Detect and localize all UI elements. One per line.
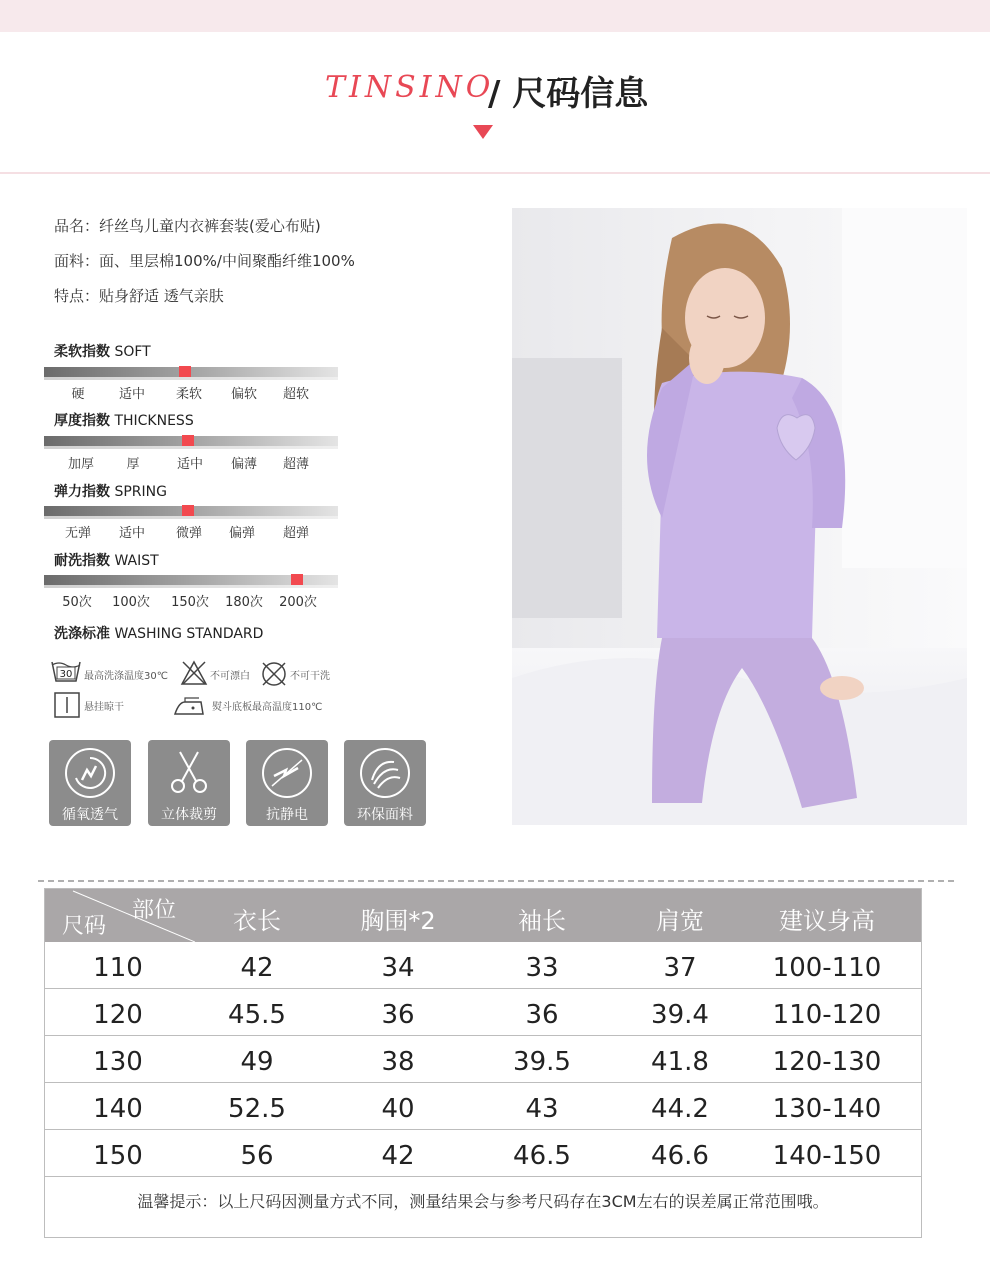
table-cell: 36 xyxy=(525,1000,559,1030)
no-bleach-icon xyxy=(180,660,208,686)
level-label: 100次 xyxy=(112,595,150,610)
table-cell: 120 xyxy=(93,1000,143,1030)
table-row xyxy=(45,942,921,989)
info-name: 品名：纤丝鸟儿童内衣裤套装(爱心布贴) xyxy=(54,217,321,235)
column-header: 肩宽 xyxy=(656,907,704,935)
table-cell: 42 xyxy=(240,953,274,983)
level-label: 硬 xyxy=(71,387,85,402)
table-cell: 36 xyxy=(381,1000,415,1030)
table-cell: 41.8 xyxy=(651,1047,709,1077)
column-header: 胸围*2 xyxy=(360,907,436,935)
feature-eco-fabric xyxy=(344,740,426,826)
wash-index-title-en: WAIST xyxy=(114,553,159,569)
washing-title-cn: 洗涤标准 xyxy=(54,626,110,642)
table-cell: 40 xyxy=(381,1094,415,1124)
soft-index-title xyxy=(54,341,151,361)
care-label-bleach: 不可漂白 xyxy=(210,671,250,682)
wash-temp-text: 30 xyxy=(59,669,73,680)
spring-index-title-en: SPRING xyxy=(114,484,167,500)
level-label: 无弹 xyxy=(64,526,92,541)
spring-index-marker xyxy=(182,505,194,517)
size-tip: 温馨提示：以上尺码因测量方式不同，测量结果会与参考尺码存在3CM左右的误差属正常范围哦。 xyxy=(137,1192,829,1211)
iron-icon xyxy=(173,696,205,716)
level-label: 200次 xyxy=(279,595,317,610)
corner-label-size: 尺码 xyxy=(62,914,107,939)
table-cell: 56 xyxy=(240,1141,274,1171)
no-dry-clean-icon xyxy=(260,660,288,688)
brand-logo-text: TINSINO xyxy=(325,70,495,105)
yarn-icon xyxy=(360,748,410,798)
table-cell: 42 xyxy=(381,1141,415,1171)
table-cell: 100-110 xyxy=(772,953,882,983)
table-cell: 37 xyxy=(663,953,697,983)
level-label: 加厚 xyxy=(67,457,95,472)
table-cell: 49 xyxy=(240,1047,274,1077)
table-cell: 43 xyxy=(525,1094,559,1124)
table-row xyxy=(45,989,921,1036)
level-label: 偏弹 xyxy=(228,526,256,541)
info-feature: 特点：贴身舒适 透气亲肤 xyxy=(54,287,224,305)
level-label: 适中 xyxy=(118,526,146,541)
washing-title-en: WASHING STANDARD xyxy=(114,626,264,642)
feature-breathable xyxy=(49,740,131,826)
table-cell: 140 xyxy=(93,1094,143,1124)
level-label: 厚 xyxy=(126,457,140,472)
size-table xyxy=(44,888,922,1238)
wash-tub-icon xyxy=(50,659,82,685)
soft-index-title-cn: 柔软指数 xyxy=(54,344,110,360)
down-arrow-icon xyxy=(473,125,493,139)
table-cell: 110-120 xyxy=(772,1000,882,1030)
level-label: 微弹 xyxy=(175,526,203,541)
table-cell: 39.5 xyxy=(513,1047,571,1077)
table-cell: 46.6 xyxy=(651,1141,709,1171)
info-fabric: 面料：面、里层棉100%/中间聚酯纤维100% xyxy=(54,252,355,270)
feature-label: 抗静电 xyxy=(266,807,308,823)
level-label: 180次 xyxy=(225,595,263,610)
washing-standard-title xyxy=(54,623,263,643)
table-cell: 110 xyxy=(93,953,143,983)
care-label-dryclean: 不可干洗 xyxy=(290,671,330,682)
level-label: 适中 xyxy=(118,387,146,402)
recycle-air-icon xyxy=(65,748,115,798)
thickness-index-title-en: THICKNESS xyxy=(114,413,194,429)
wash-index-bar xyxy=(44,575,338,585)
column-header: 衣长 xyxy=(233,907,281,935)
table-row xyxy=(45,1083,921,1130)
table-row xyxy=(45,1036,921,1083)
table-cell: 38 xyxy=(381,1047,415,1077)
level-label: 超软 xyxy=(282,387,310,402)
spring-index-title xyxy=(54,481,167,501)
header-divider xyxy=(0,172,990,174)
level-label: 偏薄 xyxy=(230,457,258,472)
spring-index-bar xyxy=(44,506,338,516)
soft-index-marker xyxy=(179,366,191,378)
care-label-hang: 悬挂晾干 xyxy=(84,702,124,713)
table-row xyxy=(45,1130,921,1177)
level-label: 50次 xyxy=(62,595,92,610)
feature-label: 立体裁剪 xyxy=(161,807,217,823)
wash-index-title-cn: 耐洗指数 xyxy=(54,553,110,569)
scissors-icon xyxy=(164,748,214,798)
thickness-index-levels xyxy=(44,453,338,472)
feature-3d-cut xyxy=(148,740,230,826)
feature-label: 循氧透气 xyxy=(62,807,118,823)
wash-index-title xyxy=(54,550,159,570)
soft-index-levels xyxy=(44,383,338,402)
feature-label: 环保面料 xyxy=(357,807,413,823)
hang-dry-icon xyxy=(54,692,80,718)
care-label-wash: 最高洗涤温度30℃ xyxy=(84,671,168,682)
wash-index-levels xyxy=(44,591,338,610)
level-label: 偏软 xyxy=(230,387,258,402)
level-label: 适中 xyxy=(176,457,204,472)
top-band xyxy=(0,0,990,32)
page-title: / 尺码信息 xyxy=(488,74,649,114)
soft-index-bar xyxy=(44,367,338,377)
thickness-index-title-cn: 厚度指数 xyxy=(54,413,110,429)
product-photo xyxy=(512,208,967,825)
spring-index-levels xyxy=(44,522,338,541)
table-cell: 34 xyxy=(381,953,415,983)
section-divider xyxy=(38,880,954,882)
table-cell: 44.2 xyxy=(651,1094,709,1124)
feature-antistatic xyxy=(246,740,328,826)
table-cell: 130-140 xyxy=(772,1094,882,1124)
table-cell: 130 xyxy=(93,1047,143,1077)
table-header xyxy=(45,889,921,942)
column-header: 建议身高 xyxy=(779,907,875,935)
spring-index-title-cn: 弹力指数 xyxy=(54,484,110,500)
thickness-index-bar xyxy=(44,436,338,446)
table-cell: 120-130 xyxy=(772,1047,882,1077)
level-label: 超弹 xyxy=(282,526,310,541)
table-cell: 46.5 xyxy=(513,1141,571,1171)
corner-label-part: 部位 xyxy=(132,898,177,923)
level-label: 超薄 xyxy=(282,457,310,472)
care-label-iron: 熨斗底板最高温度110℃ xyxy=(212,702,323,713)
lightning-icon xyxy=(262,748,312,798)
thickness-index-marker xyxy=(182,435,194,447)
thickness-index-title xyxy=(54,410,194,430)
level-label: 150次 xyxy=(171,595,209,610)
wash-index-marker xyxy=(291,574,303,586)
table-cell: 33 xyxy=(525,953,559,983)
table-cell: 52.5 xyxy=(228,1094,286,1124)
table-cell: 150 xyxy=(93,1141,143,1171)
column-header: 袖长 xyxy=(518,907,566,935)
table-cell: 39.4 xyxy=(651,1000,709,1030)
soft-index-title-en: SOFT xyxy=(114,344,151,360)
table-cell: 140-150 xyxy=(772,1141,882,1171)
level-label: 柔软 xyxy=(175,387,203,402)
table-cell: 45.5 xyxy=(228,1000,286,1030)
